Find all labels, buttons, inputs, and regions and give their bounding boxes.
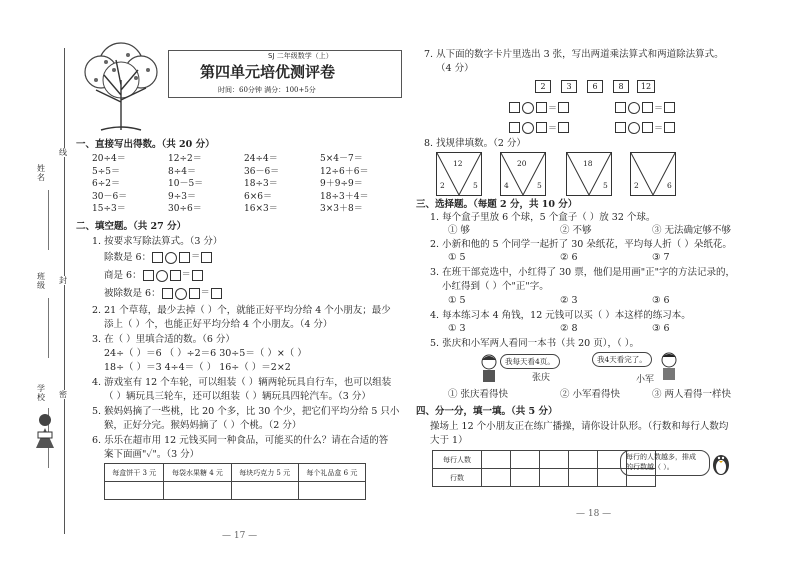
pattern-right-number: 6 [667, 181, 672, 190]
q2-5-line1: 5. 猴妈妈摘了一些桃，比 20 个多，比 30 个少，把它们平均分给 5 只小 [92, 406, 400, 417]
q3-1-option-1[interactable]: ① 够 [448, 225, 471, 236]
character-name-xiaojun: 小军 [636, 375, 655, 385]
row-header-per-row: 每行人数 [433, 451, 482, 469]
calc-item: 5×4－7＝ [320, 154, 363, 164]
calc-item: 6÷2＝ [92, 179, 120, 189]
calc-item: 18÷3＝ [244, 179, 278, 189]
blank-line [48, 298, 49, 358]
number-card: 8 [613, 80, 629, 93]
number-card: 2 [535, 80, 551, 93]
q2-6-line2: 案下面画"✓"。（3 分） [104, 449, 200, 460]
answer-box[interactable] [201, 252, 212, 263]
answer-box[interactable] [664, 122, 675, 133]
q3-2-text: 2. 小新和他的 5 个同学一起折了 30 朵纸花，平均每人折（ ）朵纸花。 [430, 239, 732, 250]
food-option: 每块巧克力 5 元 [231, 464, 298, 482]
school-label: 学校 [37, 384, 45, 402]
section1-heading: 一、直接写出得数。（共 20 分） [76, 139, 215, 150]
q3-3-line2: 小红得到（ ）个"正"字。 [442, 281, 549, 292]
q3-1-option-2[interactable]: ② 不够 [560, 225, 592, 236]
answer-box[interactable] [536, 102, 547, 113]
q3-5-option-2[interactable]: ② 小军看得快 [560, 389, 621, 400]
q3-3-option-3[interactable]: ③ 6 [652, 295, 670, 306]
section4-text-line1: 操场上 12 个小朋友正在练广播操，请你设计队形。（行数和每行人数均 [430, 421, 729, 432]
hint-line2: 的行数越（ ）。 [626, 463, 674, 471]
q3-1-text: 1. 每个盒子里放 6 个球，5 个盒子（ ）放 32 个球。 [430, 212, 656, 223]
q3-4-option-3[interactable]: ③ 6 [652, 323, 670, 334]
pattern-right-number: 5 [603, 181, 608, 190]
pattern-left-number: 2 [440, 181, 445, 190]
section4-text-line2: 大于 1） [430, 435, 468, 446]
q2-1b-label: 商是 6： [104, 270, 142, 281]
q2-1c-label: 被除数是 6： [104, 288, 161, 299]
section4-heading: 四、分一分，填一填。（共 5 分） [416, 406, 558, 417]
q2-1b: 商是 6： ＝ [104, 269, 204, 282]
q2-2-line1: 2. 21 个草莓，最少去掉（ ）个，就能正好平均分给 4 个小朋友；最少 [92, 305, 391, 316]
food-choice-table [104, 463, 366, 500]
pattern-left-number: 4 [504, 181, 509, 190]
line-label: 线 [59, 148, 67, 157]
character-name-zhangqing: 张庆 [532, 373, 551, 383]
calc-item: 9＋9÷9＝ [320, 179, 363, 189]
tree-illustration [66, 40, 176, 132]
class-label: 班级 [37, 272, 45, 290]
calc-item: 3×3＋8＝ [320, 204, 363, 214]
formation-cell[interactable] [540, 451, 569, 469]
q3-5-option-1[interactable]: ① 张庆看得快 [448, 389, 509, 400]
q2-1c: 被除数是 6： ＝ [104, 287, 223, 300]
answer-box[interactable] [615, 122, 626, 133]
calc-item: 16×3＝ [244, 204, 278, 214]
equation-row: ＝ [508, 97, 570, 116]
formation-cell[interactable] [540, 469, 569, 487]
equation-row: ＝ [508, 117, 570, 136]
q3-4-option-2[interactable]: ② 8 [560, 323, 578, 334]
answer-box[interactable] [642, 122, 653, 133]
section3-heading: 三、选择题。（每题 2 分，共 10 分） [416, 199, 578, 210]
number-card: 12 [637, 80, 655, 93]
number-card: 3 [561, 80, 577, 93]
formation-cell[interactable] [511, 451, 540, 469]
food-option: 每盒饼干 3 元 [105, 464, 164, 482]
page-number-left: — 17 — [222, 531, 258, 541]
answer-box[interactable] [536, 122, 547, 133]
pattern-left-number: 2 [634, 181, 639, 190]
calc-item: 12÷2＝ [168, 154, 202, 164]
page-title: 第四单元培优测评卷 [200, 63, 336, 81]
q3-4-option-1[interactable]: ① 3 [448, 323, 466, 334]
answer-box[interactable] [189, 288, 200, 299]
answer-circle[interactable] [628, 122, 640, 134]
answer-circle[interactable] [165, 252, 177, 264]
q3-3-option-2[interactable]: ② 3 [560, 295, 578, 306]
q2-7-line2: （4 分） [436, 63, 474, 74]
q3-3-line1: 3. 在班干部竞选中，小红得了 30 票，他们是用画"正"字的方法记录的， [430, 267, 735, 278]
pattern-top-number: 20 [517, 159, 527, 168]
q3-5-text: 5. 张庆和小军两人看同一本书（共 20 页），（ ）。 [430, 338, 639, 349]
speech-bubble-xiaojun: 我4天看完了。 [592, 352, 652, 367]
answer-box[interactable] [642, 102, 653, 113]
answer-box[interactable] [509, 102, 520, 113]
q2-4-line1: 4. 游戏室有 12 个车轮，可以组装（ ）辆两轮玩具自行车，也可以组装 [92, 377, 392, 388]
binding-line [64, 48, 65, 534]
equation-row: ＝ [614, 97, 676, 116]
blank-line [48, 190, 49, 250]
q3-2-option-3[interactable]: ③ 7 [652, 252, 670, 263]
q3-1-option-3[interactable]: ③ 无法确定够不够 [652, 225, 732, 236]
boy-xiaojun-illustration [658, 352, 680, 382]
q3-5-option-3[interactable]: ③ 两人看得一样快 [652, 389, 732, 400]
grade-tag: SJ 二年级数学（上） [268, 52, 333, 60]
hint-line1: 每行的人数越多，排成 [626, 453, 696, 461]
q2-5-line2: 猴，正好分完。猴妈妈摘了（ ）个桃。（2 分） [104, 420, 302, 431]
answer-box[interactable] [211, 288, 222, 299]
girl-reading-illustration [30, 412, 60, 450]
calc-item: 36－6＝ [244, 166, 280, 177]
check-cell[interactable] [105, 482, 164, 500]
q2-7-line1: 7. 从下面的数字卡片里选出 3 张，写出两道乘法算式和两道除法算式。 [424, 49, 724, 60]
calc-item: 20÷4＝ [92, 154, 126, 164]
pattern-box-2 [500, 152, 546, 196]
answer-box[interactable] [192, 270, 203, 281]
row-header-rows: 行数 [433, 469, 482, 487]
section2-heading: 二、填空题。（共 27 分） [76, 221, 187, 232]
answer-circle[interactable] [156, 270, 168, 282]
answer-box[interactable] [162, 288, 173, 299]
answer-box[interactable] [152, 252, 163, 263]
q3-2-option-1[interactable]: ① 5 [448, 252, 466, 263]
answer-box[interactable] [509, 122, 520, 133]
calc-grid [92, 153, 410, 216]
check-cell[interactable] [298, 482, 365, 500]
calc-item: 24÷4＝ [244, 154, 278, 164]
speech-bubble-zhangqing: 我每天看4页。 [500, 354, 560, 369]
calc-item: 12÷6＋6＝ [320, 166, 369, 177]
calc-item: 5÷5＝ [92, 166, 120, 177]
q2-2-line2: 添上（ ）个，也能正好平均分给 4 个小朋友。（4 分） [104, 319, 333, 330]
q2-3-text: 3. 在（ ）里填合适的数。（6 分） [92, 334, 235, 345]
q2-8-text: 8. 找规律填数。（2 分） [424, 138, 526, 149]
answer-circle[interactable] [522, 122, 534, 134]
q2-6-line1: 6. 乐乐在超市用 12 元钱买同一种食品，可能买的什么？请在合适的答 [92, 435, 389, 446]
exam-info: 时间：60分钟 满分：100+5分 [218, 86, 316, 94]
q3-4-text: 4. 每本练习本 4 角钱，12 元钱可以买（ ）本这样的练习本。 [430, 310, 691, 321]
answer-box[interactable] [143, 270, 154, 281]
food-option: 每袋水果糖 4 元 [164, 464, 231, 482]
pattern-box-3 [566, 152, 612, 196]
q2-3-row1: 24÷（ ）＝6 （ ）÷2＝6 30÷5＝（ ）×（ ） [104, 348, 307, 359]
penguin-icon [712, 450, 730, 476]
calc-item: 9÷3＝ [168, 191, 196, 202]
number-card: 6 [587, 80, 603, 93]
answer-circle[interactable] [175, 288, 187, 300]
formation-cell[interactable] [482, 469, 511, 487]
boy-zhangqing-illustration [478, 354, 500, 384]
answer-box[interactable] [615, 102, 626, 113]
q3-3-option-1[interactable]: ① 5 [448, 295, 466, 306]
formation-cell[interactable] [569, 469, 598, 487]
calc-item: 30÷6＝ [168, 204, 202, 214]
answer-circle[interactable] [522, 102, 534, 114]
secret-label: 密 [59, 390, 67, 399]
calc-item: 10－5＝ [168, 179, 204, 189]
pattern-top-number: 18 [583, 159, 593, 168]
q2-4-line2: （ ）辆玩具三轮车，还可以组装（ ）辆玩具四轮汽车。（3 分） [104, 391, 371, 402]
answer-box[interactable] [558, 102, 569, 113]
pattern-right-number: 5 [473, 181, 478, 190]
answer-box[interactable] [558, 122, 569, 133]
q2-1-text: 1. 按要求写除法算式。（3 分） [92, 236, 223, 247]
q2-1a: 除数是 6： ＝ [104, 251, 213, 264]
pattern-box-1 [436, 152, 482, 196]
pattern-top-number: 12 [453, 159, 463, 168]
pattern-right-number: 5 [537, 181, 542, 190]
check-cell[interactable] [164, 482, 231, 500]
equation-row: ＝ [614, 117, 676, 136]
calc-item: 30－6＝ [92, 191, 128, 202]
page-number-right: — 18 — [576, 509, 612, 519]
q2-1a-label: 除数是 6： [104, 252, 152, 263]
check-cell[interactable] [231, 482, 298, 500]
answer-circle[interactable] [628, 102, 640, 114]
q3-2-option-2[interactable]: ② 6 [560, 252, 578, 263]
answer-box[interactable] [664, 102, 675, 113]
calc-item: 18÷3＋4＝ [320, 191, 369, 202]
answer-box[interactable] [179, 252, 190, 263]
calc-item: 8÷4＝ [168, 166, 196, 177]
name-label: 姓名 [37, 164, 45, 182]
calc-item: 6×6＝ [244, 191, 272, 202]
answer-box[interactable] [170, 270, 181, 281]
food-option: 每个礼品盒 6 元 [298, 464, 365, 482]
q2-3-row2: 18÷（ ）＝3 4÷4＝（ ） 16÷（ ）＝2×2 [104, 362, 291, 373]
formation-cell[interactable] [569, 451, 598, 469]
pattern-box-4 [630, 152, 676, 196]
seal-label: 封 [59, 276, 67, 285]
formation-cell[interactable] [511, 469, 540, 487]
calc-item: 15÷3＝ [92, 204, 126, 214]
formation-cell[interactable] [482, 451, 511, 469]
